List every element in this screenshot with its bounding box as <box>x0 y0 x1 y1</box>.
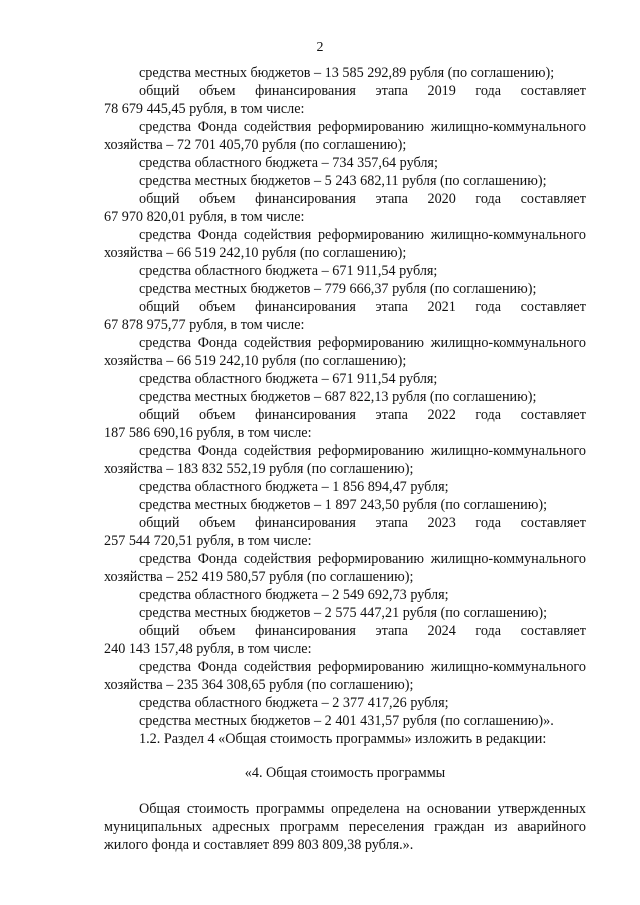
stage-2023-total-line: общий объем финансирования этапа 2023 года составляет <box>139 515 586 531</box>
stage-2023-amount: 257 544 720,51 рубля, в том числе: <box>104 533 312 549</box>
stage-2020-fund: средства Фонда содействия реформированию жилищно-коммунального хозяйства – 66 519 242,10 рубля (по соглашению); <box>104 227 586 261</box>
stage-2020-local: средства местных бюджетов – 779 666,37 рубля (по соглашению); <box>139 281 537 297</box>
stage-2021-amount: 67 878 975,77 рубля, в том числе: <box>104 317 305 333</box>
stage-2024-amount: 240 143 157,48 рубля, в том числе: <box>104 641 312 657</box>
page-number: 2 <box>316 40 324 55</box>
stage-2024-local: средства местных бюджетов – 2 401 431,57 рубля (по соглашению)». <box>139 713 554 729</box>
stage-2024-regional: средства областного бюджета – 2 377 417,26 рубля; <box>139 695 449 711</box>
stage-2022-local: средства местных бюджетов – 1 897 243,50 рубля (по соглашению); <box>139 497 548 513</box>
stage-2020-regional: средства областного бюджета – 671 911,54 рубля; <box>139 263 438 279</box>
section-4-heading: «4. Общая стоимость программы <box>244 765 446 781</box>
stage-2019-local: средства местных бюджетов – 5 243 682,11 рубля (по соглашению); <box>139 173 547 189</box>
amendment-clause-1-2: 1.2. Раздел 4 «Общая стоимость программы» изложить в редакции: <box>139 731 547 747</box>
stage-2021-total-line: общий объем финансирования этапа 2021 года составляет <box>139 299 586 315</box>
stage-2024-fund: средства Фонда содействия реформированию жилищно-коммунального хозяйства – 235 364 308,65 рубля (по соглашению); <box>104 659 586 693</box>
stage-2022-regional: средства областного бюджета – 1 856 894,47 рубля; <box>139 479 449 495</box>
stage-2023-fund: средства Фонда содействия реформированию жилищно-коммунального хозяйства – 252 419 580,57 рубля (по соглашению); <box>104 551 586 585</box>
stage-2019-total-line: общий объем финансирования этапа 2019 года составляет <box>139 83 586 99</box>
stage-2020-total-line: общий объем финансирования этапа 2020 года составляет <box>139 191 586 207</box>
stage-2021-fund: средства Фонда содействия реформированию жилищно-коммунального хозяйства – 66 519 242,10 рубля (по соглашению); <box>104 335 586 369</box>
stage-2021-local: средства местных бюджетов – 687 822,13 рубля (по соглашению); <box>139 389 537 405</box>
stage-2019-amount: 78 679 445,45 рубля, в том числе: <box>104 101 305 117</box>
paragraph-local-budget-2018: средства местных бюджетов – 13 585 292,89 рубля (по соглашению); <box>139 65 555 81</box>
stage-2022-amount: 187 586 690,16 рубля, в том числе: <box>104 425 312 441</box>
stage-2019-regional: средства областного бюджета – 734 357,64 рубля; <box>139 155 438 171</box>
stage-2022-fund: средства Фонда содействия реформированию жилищно-коммунального хозяйства – 183 832 552,19 рубля (по соглашению); <box>104 443 586 477</box>
document-body <box>104 64 586 854</box>
total-cost-paragraph: Общая стоимость программы определена на основании утвержденных муниципальных адресных программ переселения граждан из аварийного жилого фонда и составляет 899 803 809,38 рубля.». <box>104 801 586 853</box>
stage-2020-amount: 67 970 820,01 рубля, в том числе: <box>104 209 305 225</box>
stage-2022-total-line: общий объем финансирования этапа 2022 года составляет <box>139 407 586 423</box>
stage-2019-fund: средства Фонда содействия реформированию жилищно-коммунального хозяйства – 72 701 405,70 рубля (по соглашению); <box>104 119 586 153</box>
stage-2021-regional: средства областного бюджета – 671 911,54 рубля; <box>139 371 438 387</box>
stage-2023-regional: средства областного бюджета – 2 549 692,73 рубля; <box>139 587 449 603</box>
stage-2023-local: средства местных бюджетов – 2 575 447,21 рубля (по соглашению); <box>139 605 548 621</box>
stage-2024-total-line: общий объем финансирования этапа 2024 года составляет <box>139 623 586 639</box>
